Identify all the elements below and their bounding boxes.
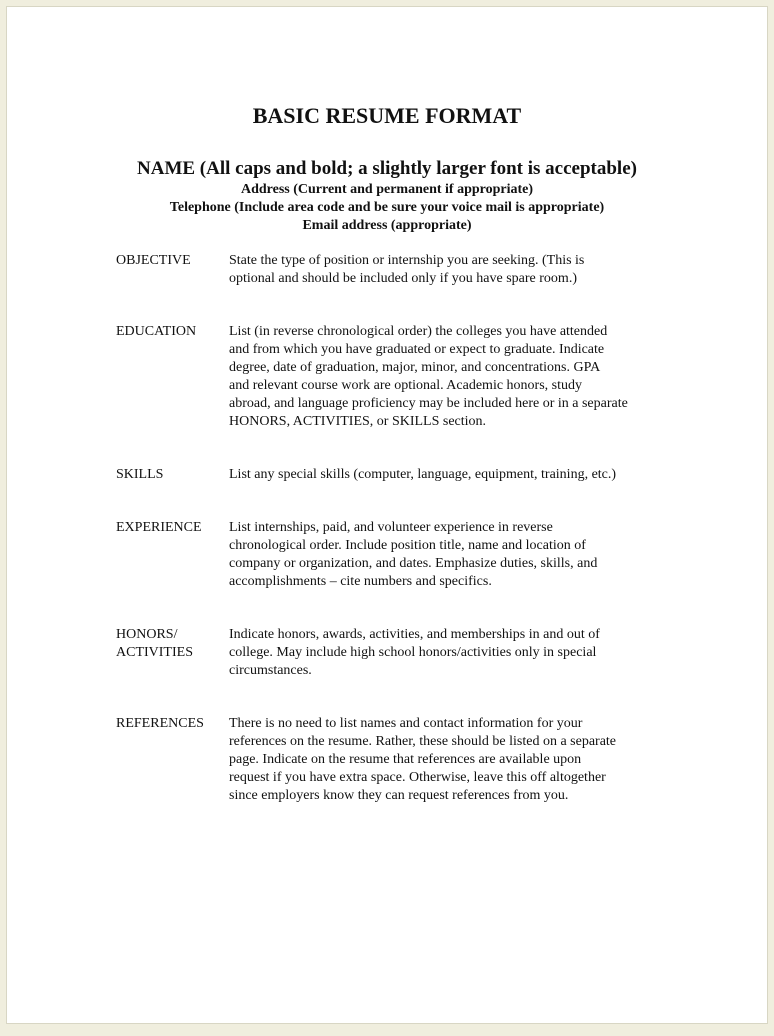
section-label: SKILLS <box>116 467 164 482</box>
section-body <box>229 323 676 431</box>
section-text-line: accomplishments – cite numbers and specifics. <box>229 574 492 589</box>
section-label: EXPERIENCE <box>116 520 202 535</box>
section-text-line: degree, date of graduation, major, minor, and concentrations. GPA <box>229 360 601 375</box>
section-body <box>229 466 676 484</box>
section-text-line: State the type of position or internship you are seeking. (This is <box>229 253 585 268</box>
section-text-line: There is no need to list names and contact information for your <box>229 716 583 731</box>
email-line: Email address (appropriate) <box>302 218 472 233</box>
section-text-line: List (in reverse chronological order) the colleges you have attended <box>229 324 608 339</box>
section-text-line: page. Indicate on the resume that references are available upon <box>229 752 582 767</box>
section-text-line: references on the resume. Rather, these should be listed on a separate <box>229 734 617 749</box>
section-experience <box>116 519 676 591</box>
section-text-line: company or organization, and dates. Emphasize duties, skills, and <box>229 556 598 571</box>
section-text-line: circumstances. <box>229 663 312 678</box>
address-line: Address (Current and permanent if appropriate) <box>240 182 534 197</box>
section-body <box>229 626 676 680</box>
section-text-line: Indicate honors, awards, activities, and memberships in and out of <box>229 627 600 642</box>
name-line: NAME (All caps and bold; a slightly larger font is acceptable) <box>137 158 637 179</box>
section-text-line: chronological order. Include position title, name and location of <box>229 538 586 553</box>
section-text-line: college. May include high school honors/activities only in special <box>229 645 597 660</box>
section-text-line: abroad, and language proficiency may be included here or in a separate <box>229 396 628 411</box>
document-page <box>6 6 768 1024</box>
section-text-line: since employers know they can request references from you. <box>229 788 569 803</box>
section-body <box>229 715 676 805</box>
section-label: HONORS/ ACTIVITIES <box>116 627 193 660</box>
section-label: EDUCATION <box>116 324 197 339</box>
section-honors-activities <box>116 626 676 680</box>
section-label: REFERENCES <box>116 716 204 731</box>
section-education <box>116 323 676 431</box>
section-skills <box>116 466 676 484</box>
page-title: BASIC RESUME FORMAT <box>252 103 522 128</box>
section-text-line: request if you have extra space. Otherwise, leave this off altogether <box>229 770 606 785</box>
telephone-line: Telephone (Include area code and be sure your voice mail is appropriate) <box>169 200 605 215</box>
section-body <box>229 252 676 288</box>
contact-header <box>7 157 767 235</box>
section-text-line: and relevant course work are optional. Academic honors, study <box>229 378 583 393</box>
section-label: OBJECTIVE <box>116 253 191 268</box>
section-text-line: optional and should be included only if you have spare room.) <box>229 271 577 286</box>
section-body <box>229 519 676 591</box>
section-text-line: List any special skills (computer, language, equipment, training, etc.) <box>229 467 617 482</box>
section-objective <box>116 252 676 288</box>
section-text-line: and from which you have graduated or expect to graduate. Indicate <box>229 342 605 357</box>
section-text-line: HONORS, ACTIVITIES, or SKILLS section. <box>229 414 487 429</box>
section-text-line: List internships, paid, and volunteer experience in reverse <box>229 520 553 535</box>
section-references <box>116 715 676 805</box>
